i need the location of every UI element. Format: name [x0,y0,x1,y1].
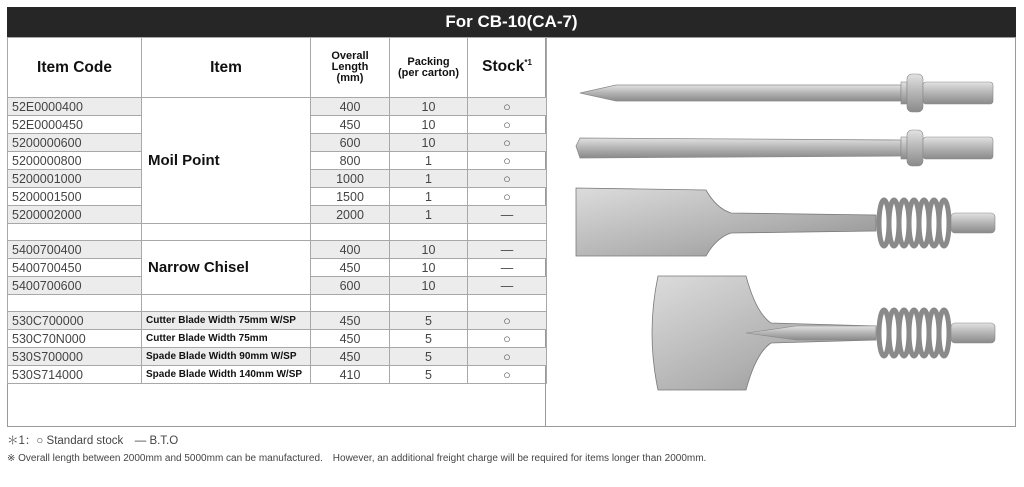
header-stock [468,38,547,98]
item-code-cell: 5400700400 [8,241,142,259]
group-label-moil-point: Moil Point [142,98,311,224]
packing-cell: 5 [390,366,468,384]
table-row [8,98,547,116]
length-cell: 450 [311,259,390,277]
length-cell: 600 [311,134,390,152]
item-name-cell: Spade Blade Width 140mm W/SP [142,366,311,384]
length-cell: 400 [311,98,390,116]
stock-cell: ○ [468,188,547,206]
header-packing-line1: Packing [407,55,450,68]
header-packing [390,38,468,98]
item-code-cell: 530C700000 [8,312,142,330]
item-code-cell: 5400700600 [8,277,142,295]
packing-cell: 5 [390,330,468,348]
packing-cell: 10 [390,259,468,277]
item-code-cell: 5200000800 [8,152,142,170]
stock-cell: ○ [468,348,547,366]
product-photos [546,38,1015,426]
stock-cell: ○ [468,152,547,170]
stock-cell: ○ [468,366,547,384]
length-cell: 1500 [311,188,390,206]
packing-cell: 5 [390,312,468,330]
header-item-code: Item Code [8,38,142,98]
header-length-line1: Overall [331,50,369,62]
packing-cell: 10 [390,116,468,134]
packing-cell: 10 [390,277,468,295]
footnote-stock-legend: ＊1：○ Standard stock — B.T.O [7,435,179,447]
stock-cell: — [468,277,547,295]
packing-cell: 1 [390,206,468,224]
item-code-cell: 5400700450 [8,259,142,277]
item-name-cell: Cutter Blade Width 75mm W/SP [142,312,311,330]
moil-point-image [580,74,993,112]
length-cell: 800 [311,152,390,170]
stock-cell: ○ [468,134,547,152]
table-row [8,366,547,384]
stock-cell: ○ [468,116,547,134]
item-code-cell: 5200001000 [8,170,142,188]
stock-cell: ○ [468,170,547,188]
stock-cell: ○ [468,98,547,116]
packing-cell: 5 [390,348,468,366]
header-stock-label: Stock [482,58,525,76]
length-cell: 410 [311,366,390,384]
length-cell: 450 [311,312,390,330]
header-length-line2: Length [331,61,369,73]
header-overall-length [311,38,390,98]
item-code-cell: 5200002000 [8,206,142,224]
stock-cell: — [468,206,547,224]
table-row [8,312,547,330]
length-cell: 1000 [311,170,390,188]
header-row [8,38,547,98]
header-stock-note-mark: *1 [524,58,532,68]
table-row [8,348,547,366]
footnote-length-note: ※ Overall length between 2000mm and 5000mm can be manufactured. However, an additional freight charge will be required for items longer than 2000mm. [7,453,707,464]
table-row [8,241,547,259]
packing-cell: 10 [390,241,468,259]
packing-cell: 1 [390,152,468,170]
header-length-line3: (mm) [336,72,364,84]
packing-cell: 10 [390,98,468,116]
table-title: For CB-10(CA-7) [7,7,1016,37]
item-code-cell: 5200000600 [8,134,142,152]
header-item: Item [142,38,311,98]
header-packing-line2: (per carton) [397,66,460,79]
item-code-cell: 530C70N000 [8,330,142,348]
item-code-cell: 530S714000 [8,366,142,384]
length-cell: 2000 [311,206,390,224]
item-name-cell: Cutter Blade Width 75mm [142,330,311,348]
item-code-cell: 5200001500 [8,188,142,206]
item-code-cell: 52E0000450 [8,116,142,134]
length-cell: 400 [311,241,390,259]
spade-blade-image [652,276,995,390]
item-code-cell: 530S700000 [8,348,142,366]
length-cell: 600 [311,277,390,295]
stock-cell: ○ [468,330,547,348]
product-table [7,37,547,384]
stock-cell: ○ [468,312,547,330]
packing-cell: 1 [390,188,468,206]
length-cell: 450 [311,116,390,134]
item-code-cell: 52E0000400 [8,98,142,116]
table-row [8,330,547,348]
length-cell: 450 [311,348,390,366]
narrow-chisel-image [576,130,993,166]
stock-cell: — [468,259,547,277]
stock-cell: — [468,241,547,259]
length-cell: 450 [311,330,390,348]
packing-cell: 1 [390,170,468,188]
item-name-cell: Spade Blade Width 90mm W/SP [142,348,311,366]
group-label-narrow-chisel: Narrow Chisel [142,241,311,295]
spacer-row [8,295,547,312]
packing-cell: 10 [390,134,468,152]
cutter-blade-image [576,188,995,256]
spacer-row [8,224,547,241]
